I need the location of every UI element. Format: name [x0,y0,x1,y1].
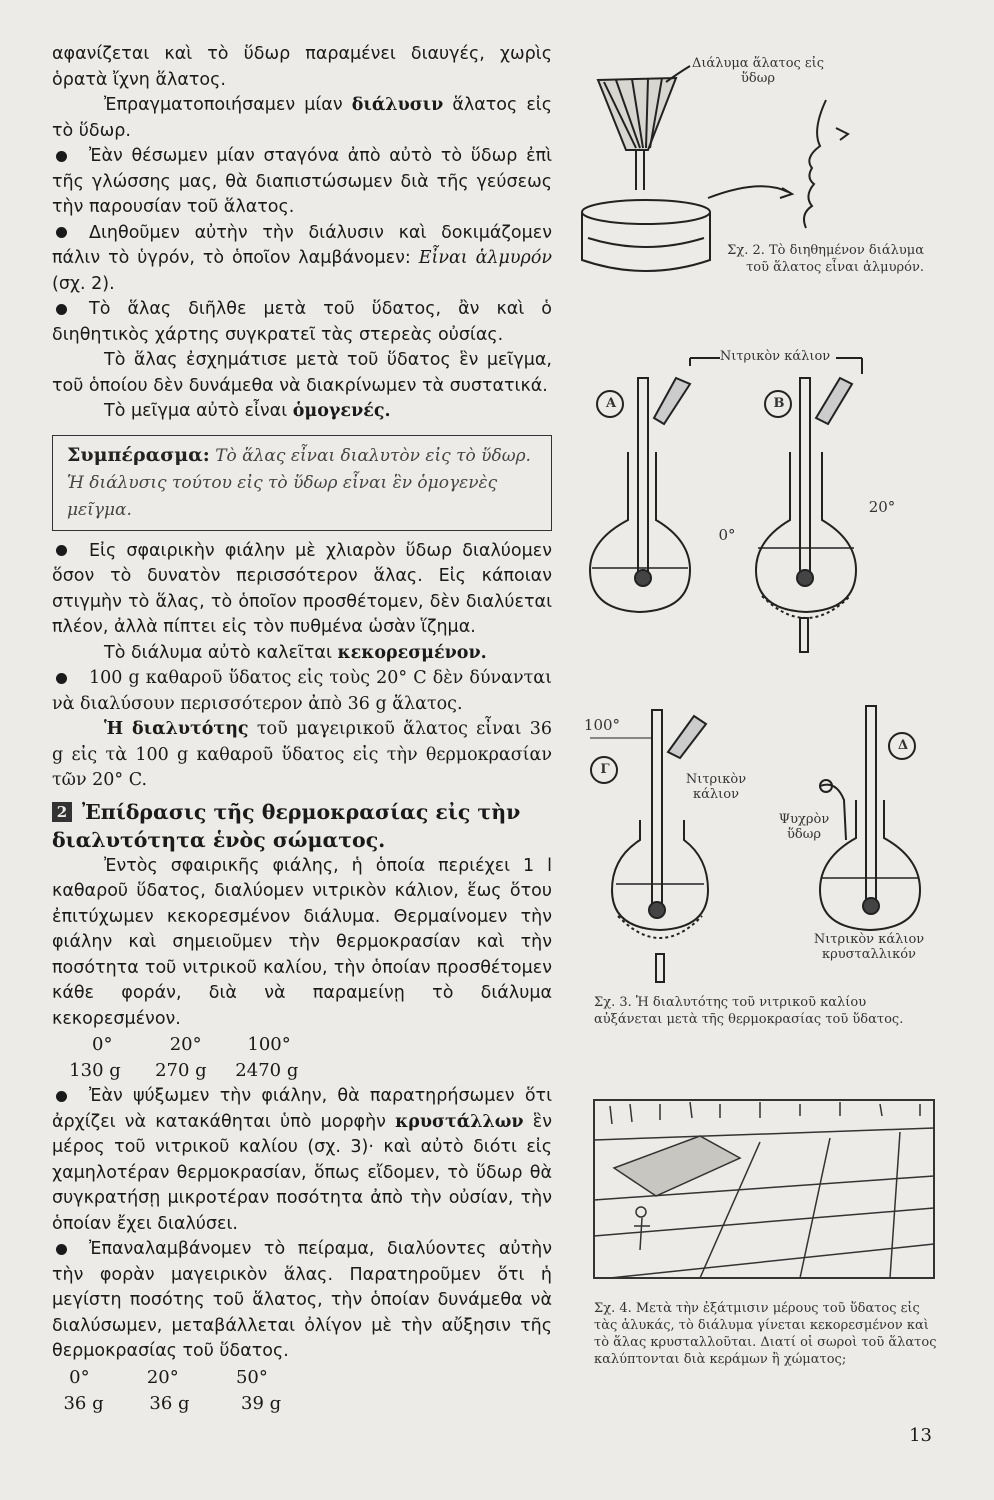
text: Τὸ διάλυμα αὐτὸ καλεῖται [104,642,338,663]
conclusion-label: Συμπέρασμα: [67,443,210,466]
table-row-temps: 0° 20° 100° [52,1034,291,1055]
table-row-values: 36 g 36 g 39 g [52,1392,282,1414]
text: Ἐὰν θέσωμεν μίαν σταγόνα ἀπὸ αὐτὸ τὸ ὕδωρ ἐπὶ τῆς γλώσσης μας, θὰ διαπιστώσωμεν διὰ τῆς γεύσεως τὴν παρουσίαν τοῦ ἅλατος. [52,146,552,217]
text: (σχ. 2). [52,273,115,294]
temp-20: 20° [868,498,896,516]
flask-D-label: Δ [897,738,909,753]
text: Τὸ ἅλας διῆλθε μετὰ τοῦ ὕδατος, ἂν καὶ ὁ διηθητικὸς χάρτης συγκρατεῖ τὰς στερεὰς οὐσίας. [52,299,552,345]
page-number: 13 [909,1425,932,1446]
paragraph: Τὸ ἅλας ἐσχημάτισε μετὰ τοῦ ὕδατος ἓν μεῖγμα, τοῦ ὁποίου δὲν δυνάμεθα νὰ διακρίνωμεν τὰ συστατικά. [52,350,552,396]
flask-B-label: B [773,396,785,411]
crystal-label: Νιτρικὸν κάλιον κρυσταλλικόν [813,932,925,962]
flask-G [590,710,708,982]
table-row-temps: 0° 20° 50° [52,1366,268,1388]
bold-term: κρυστάλλων [395,1111,524,1132]
fig4-caption: Σχ. 4. Μετὰ τὴν ἐξάτμισιν μέρους τοῦ ὕδατος εἰς τὰς ἁλυκάς, τὸ διάλυμα γίνεται κεκορεσμένον καὶ τὸ ἅλας κρυσταλλοῦται. Διατί οἱ σωροὶ τοῦ ἅλατος καλύπτονται διὰ κεράμων ἢ χώματος; [594,1301,937,1367]
salt-pans-figure [594,1100,934,1278]
fig2-caption: Σχ. 2. Τὸ διηθημένον διάλυμα τοῦ ἅλατος εἶναι ἁλμυρόν. [727,243,924,275]
table-row-values: 130 g 270 g 2470 g [52,1060,299,1081]
face-icon [804,100,848,228]
cold-water-label: Ψυχρὸν ὕδωρ [778,812,830,842]
text: Ἐὰν ψύξωμεν τὴν φιάλην, θὰ παρατηρήσωμεν ὅτι ἀρχίζει νὰ κατακάθηται ὑπὸ μορφὴν [52,1086,552,1132]
flask-A [590,378,690,612]
paragraph: Ἐντὸς σφαιρικῆς φιάλης, ἡ ὁποία περιέχει 1 l καθαροῦ ὕδατος, διαλύομεν νιτρικὸν κάλιον, ἕως ὅτου ἐπιτύχωμεν κεκορεσμένον διάλυμα. Θερμαίνομεν τὴν φιάλην καὶ σημειοῦμεν τὴν θερμοκρασίαν καὶ τὴν ποσότητα τοῦ νιτρικοῦ καλίου, τὴν ὁποίαν προσθέτομεν κάθε φοράν, διὰ νὰ παραμείνῃ τὸ διάλυμα κεκορεσμένον. [52,855,552,1029]
paragraph: αφανίζεται καὶ τὸ ὕδωρ παραμένει διαυγές, χωρὶς ὁρατὰ ἴχνη ἅλατος. [52,44,552,90]
temp-0: 0° [718,526,736,544]
text: ἓν μέρος τοῦ νιτρικοῦ καλίου (σχ. 3)· καὶ αὐτὸ διότι εἰς χαμηλοτέραν θερμοκρασίαν, ὅπως εἴδομεν, τὸ ὕδωρ θὰ συγκρατήσῃ μικροτέραν ποσότητα ἀπὸ τὴν οὐσίαν, τὴν ὁποίαν ἔχει διαλύσει. [52,1111,552,1234]
bold-term: διάλυσιν [351,95,444,115]
italic-term: Εἶναι ἁλμυρόν [418,248,552,268]
section-title: Ἐπίδρασις τῆς θερμοκρασίας εἰς τὴν διαλυτότητα ἑνὸς σώματος. [52,799,521,852]
text: Τὸ μεῖγμα αὐτὸ εἶναι [104,401,293,421]
fig3-caption: Σχ. 3. Ἡ διαλυτότης τοῦ νιτρικοῦ καλίου αὐξάνεται μετὰ τῆς θερμοκρασίας τοῦ ὕδατος. [594,995,904,1027]
conclusion-text: Τὸ ἅλας εἶναι διαλυτὸν εἰς τὸ ὕδωρ. Ἡ διάλυσις τούτου εἰς τὸ ὕδωρ εἶναι ἓν ὁμογενὲς μεῖγμα. [67,445,531,520]
text: 100 g καθαροῦ ὕδατος εἰς τοὺς 20° C δὲν δύνανται νὰ διαλύσουν περισσότερον ἀπὸ 36 g ἅλατος. [52,668,552,714]
flask-G-label: Γ [600,762,610,777]
text: τοῦ μαγειρικοῦ ἅλατος εἶναι 36 g εἰς τὰ 100 g καθαροῦ ὕδατος εἰς τὴν θερμοκρασίαν τῶν 20° C. [52,719,552,790]
fig3-top-label: Νιτρικὸν κάλιον [719,349,831,364]
fig3-G-label: Νιτρικὸν κάλιον [685,772,747,802]
temp-100: 100° [583,716,621,734]
fig2-label: Διάλυμα ἅλατος εἰς ὕδωρ [691,56,825,86]
bold-term: ὁμογενές. [292,401,391,421]
section-number: 2 [52,802,72,822]
flask-A-label: A [605,396,617,411]
funnel-figure [582,66,792,271]
bold-term: Ἡ διαλυτότης [104,719,249,739]
text: Διηθοῦμεν αὐτὴν τὴν διάλυσιν καὶ δοκιμάζομεν πάλιν τὸ ὑγρόν, τὸ ὁποῖον λαμβάνομεν: [52,222,552,268]
text: Ἐπαναλαμβάνομεν τὸ πείραμα, διαλύοντες αὐτὴν τὴν φορὰν μαγειρικὸν ἅλας. Παρατηροῦμεν ὅτι ἡ μεγίστη ποσότης τοῦ ἅλατος, τὴν ὁποίαν δυνάμεθα νὰ διαλύσωμεν, μεταβάλλεται ὀλίγον μὲ τὴν αὔξησιν τῆς θερμοκρασίας τοῦ ὕδατος. [52,1239,552,1361]
bold-term: κεκορεσμένον. [337,642,487,663]
text: Ἐπραγματοποιήσαμεν μίαν [104,95,352,115]
text: Εἰς σφαιρικὴν φιάλην μὲ χλιαρὸν ὕδωρ διαλύομεν ὅσον τὸ δυνατὸν περισσότερον ἅλας. Εἰς κάποιαν στιγμὴν τὸ ἅλας, τὸ ὁποῖον προσθέτομεν, δὲν διαλύεται πλέον, ἀλλὰ πίπτει εἰς τὸν πυθμένα ὡσὰν ἵζημα. [52,540,552,637]
text: ἅλατος εἰς τὸ ὕδωρ. [52,95,552,141]
